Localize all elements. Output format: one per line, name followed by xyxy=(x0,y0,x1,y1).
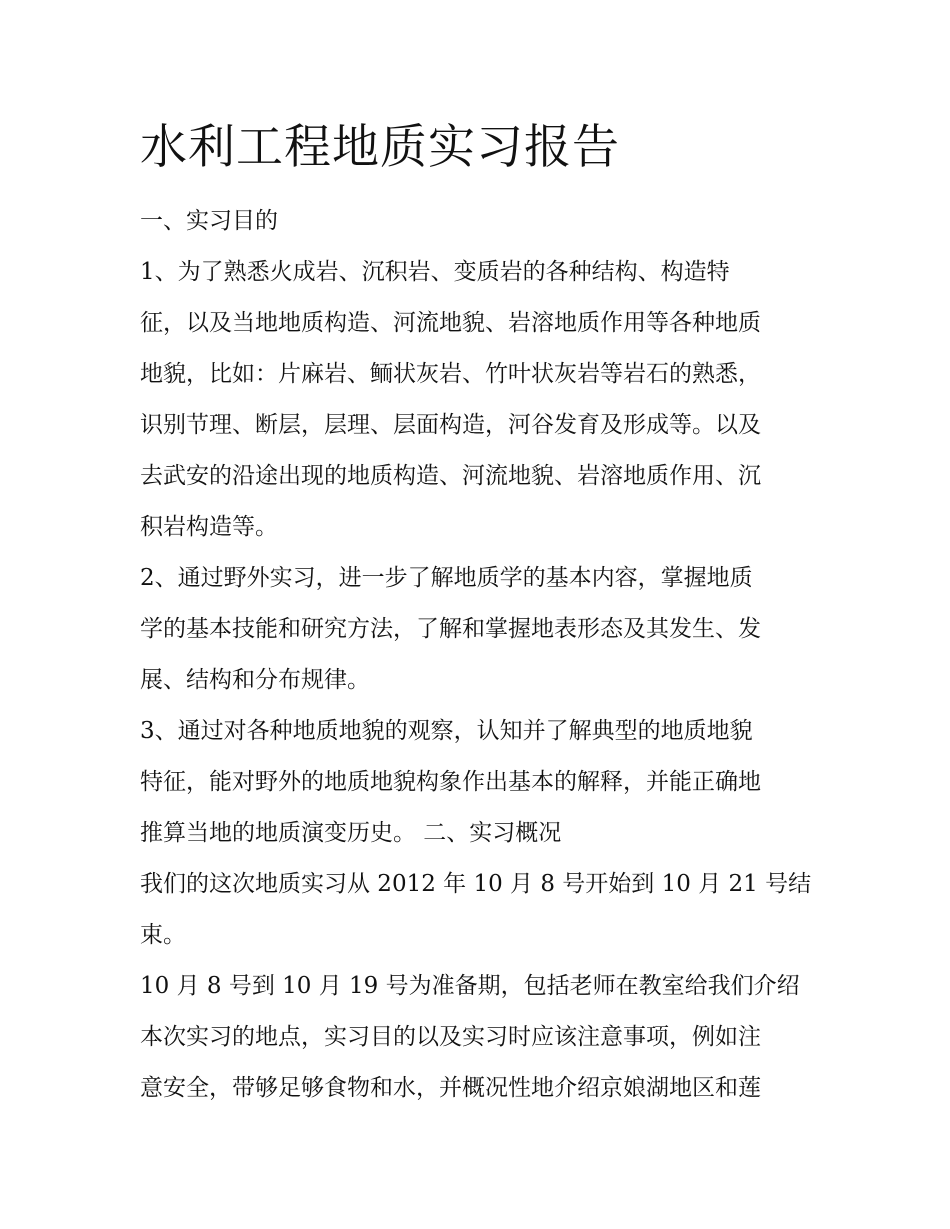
paragraph-line: 1、为了熟悉火成岩、沉积岩、变质岩的各种结构、构造特 xyxy=(140,259,730,285)
paragraph-line: 积岩构造等。 xyxy=(140,514,278,540)
paragraph-line: 特征，能对野外的地质地貌构象作出基本的解释，并能正确地 xyxy=(140,769,761,795)
paragraph-line: 束。 xyxy=(140,922,186,948)
paragraph-line: 展、结构和分布规律。 xyxy=(140,667,370,693)
paragraph-line: 本次实习的地点，实习目的以及实习时应该注意事项，例如注 xyxy=(140,1024,761,1050)
document-page xyxy=(140,0,812,1229)
paragraph-line: 10 月 8 号到 10 月 19 号为准备期，包括老师在教室给我们介绍 xyxy=(140,973,800,999)
document-title: 水利工程地质实习报告 xyxy=(140,120,620,175)
paragraph-line: 意安全，带够足够食物和水，并概况性地介绍京娘湖地区和莲 xyxy=(140,1075,761,1101)
paragraph-line: 征，以及当地地质构造、河流地貌、岩溶地质作用等各种地质 xyxy=(140,310,761,336)
paragraph-line: 地貌，比如：片麻岩、鲕状灰岩、竹叶状灰岩等岩石的熟悉， xyxy=(140,361,761,387)
paragraph-line: 我们的这次地质实习从 2012 年 10 月 8 号开始到 10 月 21 号结 xyxy=(140,871,812,897)
paragraph-line: 3、通过对各种地质地貌的观察，认知并了解典型的地质地貌 xyxy=(140,718,753,744)
paragraph-line: 去武安的沿途出现的地质构造、河流地貌、岩溶地质作用、沉 xyxy=(140,463,761,489)
paragraph-line: 2、通过野外实习，进一步了解地质学的基本内容，掌握地质 xyxy=(140,565,753,591)
section-heading: 一、实习目的 xyxy=(140,208,278,234)
paragraph-line: 识别节理、断层，层理、层面构造，河谷发育及形成等。以及 xyxy=(140,412,761,438)
paragraph-line: 推算当地的地质演变历史。 二、实习概况 xyxy=(140,820,562,846)
paragraph-line: 学的基本技能和研究方法，了解和掌握地表形态及其发生、发 xyxy=(140,616,761,642)
